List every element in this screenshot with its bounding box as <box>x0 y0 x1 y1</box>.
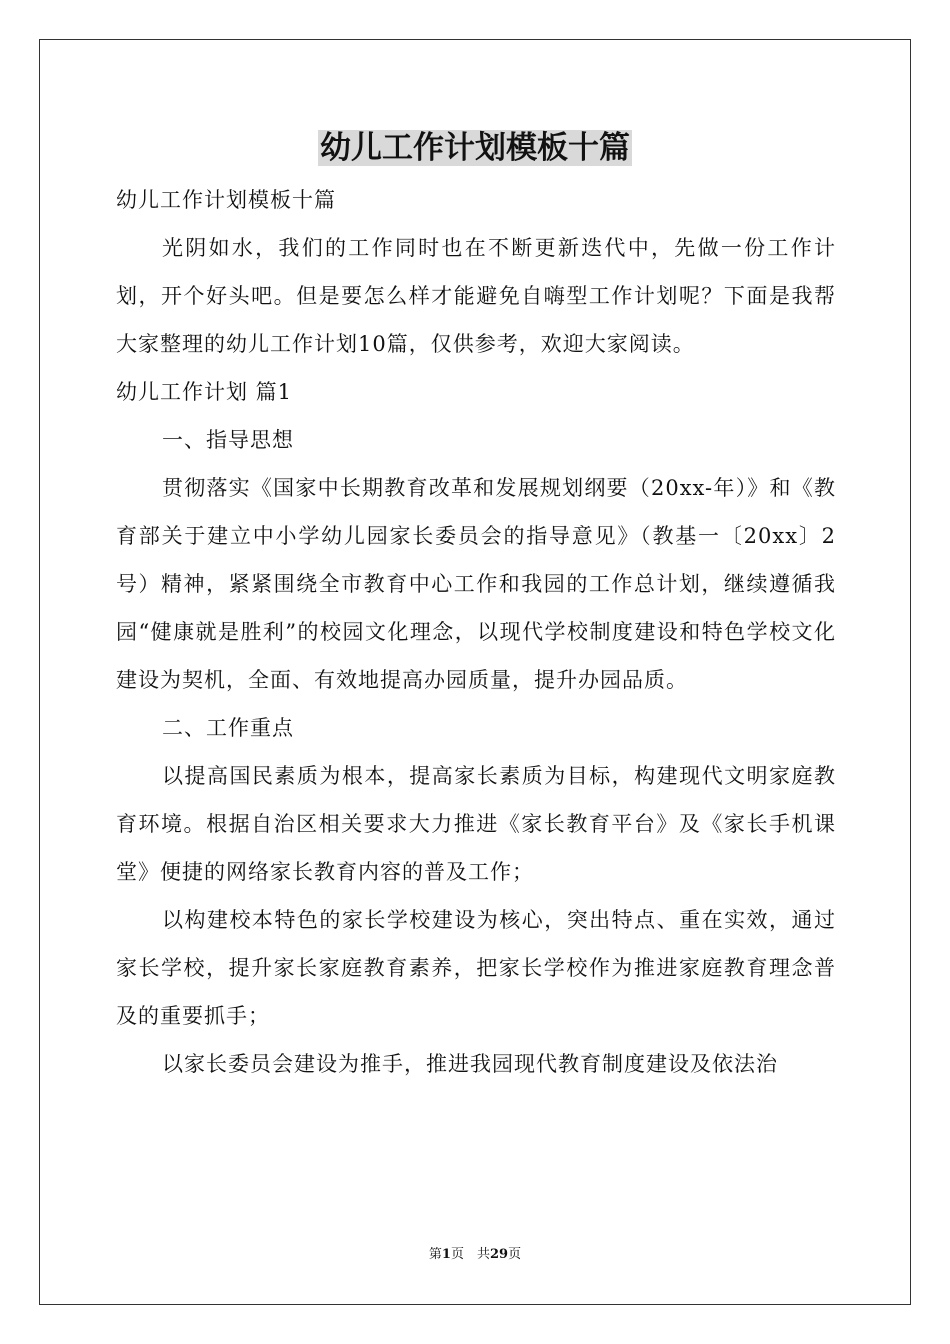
page-footer <box>0 1245 950 1265</box>
document-title-text: 幼儿工作计划模板十篇 <box>320 130 630 166</box>
footer-page-total: 29 <box>489 1247 509 1262</box>
footer-page-mid: 页 共 <box>450 1247 490 1262</box>
footer-page-current: 1 <box>441 1247 451 1262</box>
paragraph-guiding-ideology: 贯彻落实《国家中长期教育改革和发展规划纲要（20xx-年）》和《教育部关于建立中小学幼儿园家长委员会的指导意见》（教基一〔20xx〕2号）精神，紧紧围绕全市教育中心工作和我园的工作总计划，继续遵循我园“健康就是胜利”的校园文化理念，以现代学校制度建设和特色学校文化建设为契机，全面、有效地提高办园质量，提升办园品质。 <box>116 476 836 692</box>
document-title <box>0 128 950 168</box>
footer-page-prefix: 第 <box>428 1247 442 1262</box>
section-heading-plan-1: 幼儿工作计划 篇1 <box>116 380 293 404</box>
document-body <box>116 176 836 1088</box>
paragraph-work-focus-3: 以家长委员会建设为推手，推进我园现代教育制度建设及依法治 <box>162 1052 778 1076</box>
subheading-guiding-ideology: 一、指导思想 <box>162 428 294 452</box>
paragraph-work-focus-2: 以构建校本特色的家长学校建设为核心，突出特点、重在实效，通过家长学校，提升家长家庭教育素养，把家长学校作为推进家庭教育理念普及的重要抓手； <box>116 908 836 1028</box>
paragraph-work-focus-1: 以提高国民素质为根本，提高家长素质为目标，构建现代文明家庭教育环境。根据自治区相关要求大力推进《家长教育平台》及《家长手机课堂》便捷的网络家长教育内容的普及工作； <box>116 764 836 884</box>
footer-page-suffix: 页 <box>508 1247 522 1262</box>
subheading-work-focus: 二、工作重点 <box>162 716 294 740</box>
paragraph-intro: 光阴如水，我们的工作同时也在不断更新迭代中，先做一份工作计划，开个好头吧。但是要怎么样才能避免自嗨型工作计划呢？下面是我帮大家整理的幼儿工作计划10篇，仅供参考，欢迎大家阅读。 <box>116 236 836 356</box>
paragraph-subtitle: 幼儿工作计划模板十篇 <box>116 188 336 212</box>
